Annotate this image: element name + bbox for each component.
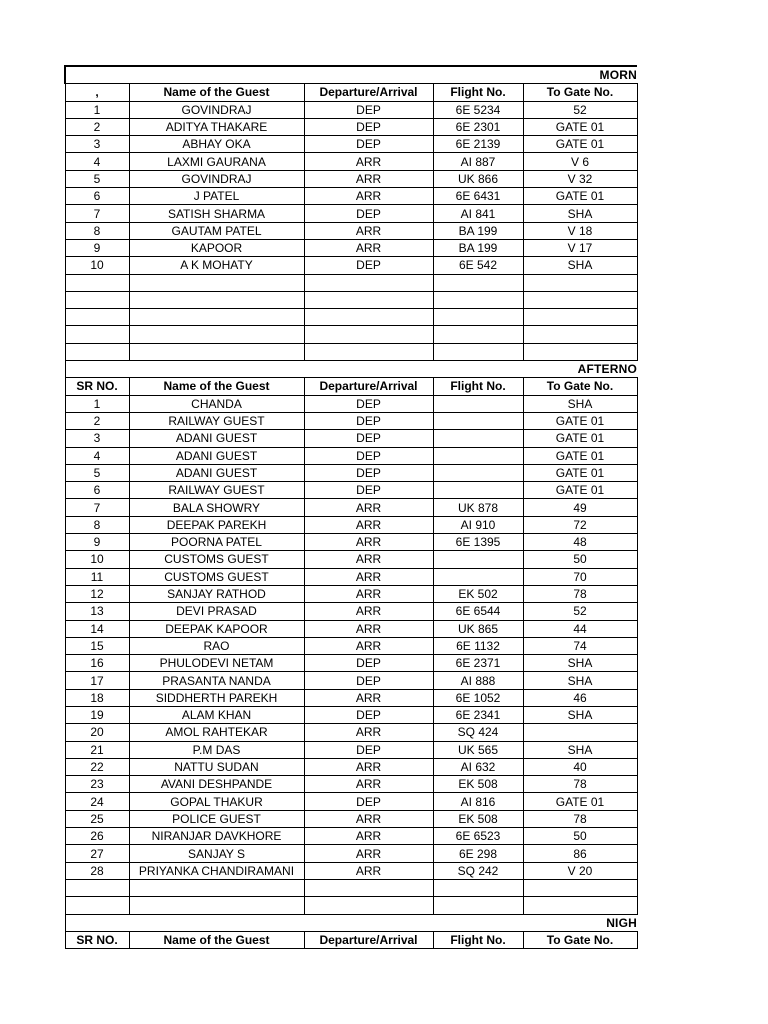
table-row <box>65 758 637 775</box>
flight-no-cell: 6E 2371 <box>433 655 523 672</box>
sr-no-cell: 1 <box>65 395 129 412</box>
gate-no-cell: GATE 01 <box>523 430 637 447</box>
empty-cell <box>65 326 129 343</box>
dep-arr-cell: ARR <box>304 568 433 585</box>
dep-arr-cell: ARR <box>304 153 433 170</box>
dep-arr-cell: ARR <box>304 828 433 845</box>
table-row <box>65 793 637 810</box>
section-title: MORN <box>65 66 637 84</box>
dep-arr-cell: DEP <box>304 118 433 135</box>
sr-no-cell: 3 <box>65 136 129 153</box>
empty-cell <box>129 291 304 308</box>
table-row <box>65 101 637 118</box>
guest-name-cell: ADANI GUEST <box>129 447 304 464</box>
sr-no-cell: 27 <box>65 845 129 862</box>
empty-cell <box>65 343 129 360</box>
flight-no-cell <box>433 482 523 499</box>
dep-arr-cell: DEP <box>304 793 433 810</box>
sr-no-cell: 7 <box>65 205 129 222</box>
table-row <box>65 724 637 741</box>
gate-no-cell: 40 <box>523 758 637 775</box>
flight-no-cell: EK 508 <box>433 810 523 827</box>
flight-no-cell: 6E 2301 <box>433 118 523 135</box>
dep-arr-cell: DEP <box>304 412 433 429</box>
empty-cell <box>129 897 304 914</box>
sr-no-cell: 23 <box>65 776 129 793</box>
table-row <box>65 257 637 274</box>
sr-no-cell: 10 <box>65 257 129 274</box>
guest-name-cell: CUSTOMS GUEST <box>129 551 304 568</box>
empty-cell <box>433 274 523 291</box>
guest-name-cell: NIRANJAR DAVKHORE <box>129 828 304 845</box>
table-row <box>65 188 637 205</box>
column-header: Name of the Guest <box>129 84 304 101</box>
guest-name-cell: CUSTOMS GUEST <box>129 568 304 585</box>
empty-row <box>65 291 637 308</box>
table-row <box>65 170 637 187</box>
flight-no-cell <box>433 412 523 429</box>
table-row <box>65 603 637 620</box>
sr-no-cell: 25 <box>65 810 129 827</box>
dep-arr-cell: ARR <box>304 845 433 862</box>
empty-row <box>65 879 637 896</box>
sr-no-cell: 28 <box>65 862 129 879</box>
dep-arr-cell: ARR <box>304 862 433 879</box>
guest-name-cell: ADITYA THAKARE <box>129 118 304 135</box>
empty-row <box>65 309 637 326</box>
gate-no-cell: 78 <box>523 776 637 793</box>
gate-no-cell: 78 <box>523 810 637 827</box>
dep-arr-cell: ARR <box>304 620 433 637</box>
guest-name-cell: POLICE GUEST <box>129 810 304 827</box>
column-header-row <box>65 931 637 948</box>
column-header: Flight No. <box>433 84 523 101</box>
gate-no-cell: V 20 <box>523 862 637 879</box>
flight-no-cell: AI 910 <box>433 516 523 533</box>
section-title: AFTERNO <box>65 361 637 378</box>
guest-name-cell: DEVI PRASAD <box>129 603 304 620</box>
dep-arr-cell: ARR <box>304 585 433 602</box>
guest-name-cell: J PATEL <box>129 188 304 205</box>
empty-cell <box>304 879 433 896</box>
table-row <box>65 706 637 723</box>
gate-no-cell: V 32 <box>523 170 637 187</box>
empty-cell <box>433 897 523 914</box>
gate-no-cell: 86 <box>523 845 637 862</box>
empty-cell <box>304 897 433 914</box>
sr-no-cell: 5 <box>65 170 129 187</box>
flight-no-cell: UK 865 <box>433 620 523 637</box>
sr-no-cell: 1 <box>65 101 129 118</box>
guest-name-cell: AVANI DESHPANDE <box>129 776 304 793</box>
gate-no-cell: 46 <box>523 689 637 706</box>
sr-no-cell: 11 <box>65 568 129 585</box>
sr-no-cell: 13 <box>65 603 129 620</box>
empty-cell <box>129 274 304 291</box>
flight-no-cell <box>433 551 523 568</box>
sr-no-cell: 2 <box>65 412 129 429</box>
flight-no-cell: BA 199 <box>433 222 523 239</box>
dep-arr-cell: DEP <box>304 101 433 118</box>
table-row <box>65 482 637 499</box>
dep-arr-cell: ARR <box>304 637 433 654</box>
table-row <box>65 585 637 602</box>
flight-no-cell <box>433 430 523 447</box>
dep-arr-cell: ARR <box>304 724 433 741</box>
sr-no-cell: 9 <box>65 534 129 551</box>
sr-no-cell: 17 <box>65 672 129 689</box>
table-row <box>65 534 637 551</box>
flight-no-cell: 6E 298 <box>433 845 523 862</box>
sr-no-cell: 20 <box>65 724 129 741</box>
gate-no-cell: GATE 01 <box>523 793 637 810</box>
gate-no-cell: 72 <box>523 516 637 533</box>
sr-no-cell: 8 <box>65 516 129 533</box>
table-row <box>65 776 637 793</box>
guest-name-cell: PRIYANKA CHANDIRAMANI <box>129 862 304 879</box>
table-row <box>65 136 637 153</box>
table-row <box>65 239 637 256</box>
column-header: SR NO. <box>65 931 129 948</box>
sr-no-cell: 18 <box>65 689 129 706</box>
dep-arr-cell: ARR <box>304 534 433 551</box>
empty-cell <box>65 879 129 896</box>
guest-name-cell: PRASANTA NANDA <box>129 672 304 689</box>
guest-name-cell: KAPOOR <box>129 239 304 256</box>
gate-no-cell: SHA <box>523 655 637 672</box>
gate-no-cell: 78 <box>523 585 637 602</box>
sr-no-cell: 14 <box>65 620 129 637</box>
guest-name-cell: LAXMI GAURANA <box>129 153 304 170</box>
guest-name-cell: ABHAY OKA <box>129 136 304 153</box>
table-row <box>65 810 637 827</box>
section-title: NIGH <box>65 914 637 931</box>
dep-arr-cell: DEP <box>304 205 433 222</box>
flight-no-cell: UK 878 <box>433 499 523 516</box>
table-row <box>65 620 637 637</box>
table-row <box>65 689 637 706</box>
flight-no-cell: UK 866 <box>433 170 523 187</box>
guest-name-cell: A K MOHATY <box>129 257 304 274</box>
dep-arr-cell: ARR <box>304 499 433 516</box>
guest-name-cell: ADANI GUEST <box>129 430 304 447</box>
gate-no-cell: 70 <box>523 568 637 585</box>
table-row <box>65 395 637 412</box>
sr-no-cell: 24 <box>65 793 129 810</box>
sr-no-cell: 9 <box>65 239 129 256</box>
column-header: To Gate No. <box>523 84 637 101</box>
column-header-row <box>65 84 637 101</box>
dep-arr-cell: DEP <box>304 672 433 689</box>
flight-no-cell <box>433 395 523 412</box>
sr-no-cell: 2 <box>65 118 129 135</box>
sr-no-cell: 8 <box>65 222 129 239</box>
table-row <box>65 828 637 845</box>
dep-arr-cell: ARR <box>304 222 433 239</box>
gate-no-cell: 44 <box>523 620 637 637</box>
section-banner-row <box>65 361 637 378</box>
empty-row <box>65 897 637 914</box>
flight-no-cell <box>433 464 523 481</box>
column-header: , <box>65 84 129 101</box>
guest-name-cell: CHANDA <box>129 395 304 412</box>
empty-cell <box>523 309 637 326</box>
dep-arr-cell: ARR <box>304 603 433 620</box>
table-row <box>65 637 637 654</box>
sr-no-cell: 5 <box>65 464 129 481</box>
table-row <box>65 862 637 879</box>
dep-arr-cell: ARR <box>304 758 433 775</box>
flight-no-cell: AI 816 <box>433 793 523 810</box>
guest-name-cell: ALAM KHAN <box>129 706 304 723</box>
dep-arr-cell: DEP <box>304 741 433 758</box>
gate-no-cell: GATE 01 <box>523 464 637 481</box>
table-row <box>65 845 637 862</box>
guest-name-cell: DEEPAK PAREKH <box>129 516 304 533</box>
empty-cell <box>65 897 129 914</box>
empty-cell <box>65 274 129 291</box>
dep-arr-cell: DEP <box>304 706 433 723</box>
table-row <box>65 464 637 481</box>
flight-no-cell: AI 887 <box>433 153 523 170</box>
guest-name-cell: ADANI GUEST <box>129 464 304 481</box>
guest-name-cell: GOPAL THAKUR <box>129 793 304 810</box>
gate-no-cell: 48 <box>523 534 637 551</box>
guest-name-cell: RAILWAY GUEST <box>129 482 304 499</box>
empty-cell <box>129 309 304 326</box>
table-row <box>65 568 637 585</box>
empty-cell <box>304 326 433 343</box>
table-row <box>65 672 637 689</box>
dep-arr-cell: DEP <box>304 447 433 464</box>
gate-no-cell: SHA <box>523 706 637 723</box>
flight-no-cell: 6E 2341 <box>433 706 523 723</box>
flight-no-cell: 6E 6544 <box>433 603 523 620</box>
gate-no-cell: GATE 01 <box>523 482 637 499</box>
column-header: Departure/Arrival <box>304 84 433 101</box>
gate-no-cell: V 17 <box>523 239 637 256</box>
guest-name-cell: AMOL RAHTEKAR <box>129 724 304 741</box>
dep-arr-cell: ARR <box>304 516 433 533</box>
gate-no-cell: V 6 <box>523 153 637 170</box>
table-row <box>65 655 637 672</box>
gate-no-cell: GATE 01 <box>523 188 637 205</box>
column-header: Name of the Guest <box>129 931 304 948</box>
column-header: To Gate No. <box>523 931 637 948</box>
guest-name-cell: GOVINDRAJ <box>129 170 304 187</box>
column-header: To Gate No. <box>523 378 637 395</box>
table-row <box>65 499 637 516</box>
guest-name-cell: GOVINDRAJ <box>129 101 304 118</box>
dep-arr-cell: DEP <box>304 136 433 153</box>
sr-no-cell: 6 <box>65 188 129 205</box>
table-row <box>65 430 637 447</box>
sr-no-cell: 4 <box>65 447 129 464</box>
flight-no-cell: UK 565 <box>433 741 523 758</box>
guest-name-cell: SIDDHERTH PAREKH <box>129 689 304 706</box>
empty-cell <box>433 343 523 360</box>
table-row <box>65 551 637 568</box>
flight-no-cell: EK 508 <box>433 776 523 793</box>
section-banner-row <box>65 914 637 931</box>
flight-no-cell: 6E 5234 <box>433 101 523 118</box>
gate-no-cell: 52 <box>523 603 637 620</box>
sr-no-cell: 19 <box>65 706 129 723</box>
empty-cell <box>304 343 433 360</box>
dep-arr-cell: DEP <box>304 395 433 412</box>
column-header: SR NO. <box>65 378 129 395</box>
empty-cell <box>433 309 523 326</box>
empty-cell <box>304 274 433 291</box>
sr-no-cell: 3 <box>65 430 129 447</box>
flight-no-cell: 6E 2139 <box>433 136 523 153</box>
empty-cell <box>523 343 637 360</box>
dep-arr-cell: ARR <box>304 776 433 793</box>
table-row <box>65 741 637 758</box>
gate-no-cell <box>523 724 637 741</box>
gate-no-cell: SHA <box>523 741 637 758</box>
guest-name-cell: P.M DAS <box>129 741 304 758</box>
guest-name-cell: DEEPAK KAPOOR <box>129 620 304 637</box>
column-header: Name of the Guest <box>129 378 304 395</box>
flight-no-cell <box>433 447 523 464</box>
flight-no-cell: AI 841 <box>433 205 523 222</box>
dep-arr-cell: ARR <box>304 170 433 187</box>
sr-no-cell: 15 <box>65 637 129 654</box>
sr-no-cell: 7 <box>65 499 129 516</box>
empty-cell <box>304 309 433 326</box>
guest-name-cell: SANJAY RATHOD <box>129 585 304 602</box>
dep-arr-cell: ARR <box>304 810 433 827</box>
table-row <box>65 222 637 239</box>
gate-no-cell: GATE 01 <box>523 118 637 135</box>
flight-no-cell: SQ 242 <box>433 862 523 879</box>
gate-no-cell: GATE 01 <box>523 447 637 464</box>
empty-cell <box>304 291 433 308</box>
guest-transfer-sheet <box>64 65 638 949</box>
sr-no-cell: 22 <box>65 758 129 775</box>
dep-arr-cell: DEP <box>304 482 433 499</box>
flight-no-cell: 6E 1052 <box>433 689 523 706</box>
flight-no-cell: 6E 6431 <box>433 188 523 205</box>
dep-arr-cell: ARR <box>304 689 433 706</box>
guest-name-cell: GAUTAM PATEL <box>129 222 304 239</box>
gate-no-cell: SHA <box>523 257 637 274</box>
guest-name-cell: NATTU SUDAN <box>129 758 304 775</box>
flight-no-cell: 6E 1132 <box>433 637 523 654</box>
sr-no-cell: 16 <box>65 655 129 672</box>
guest-name-cell: RAILWAY GUEST <box>129 412 304 429</box>
table-row <box>65 516 637 533</box>
sr-no-cell: 4 <box>65 153 129 170</box>
table-row <box>65 447 637 464</box>
flight-no-cell: SQ 424 <box>433 724 523 741</box>
gate-no-cell: SHA <box>523 395 637 412</box>
table-row <box>65 412 637 429</box>
guest-name-cell: BALA SHOWRY <box>129 499 304 516</box>
sr-no-cell: 21 <box>65 741 129 758</box>
section-banner-row <box>65 66 637 84</box>
sheet-body <box>65 66 637 949</box>
gate-no-cell: 74 <box>523 637 637 654</box>
column-header: Flight No. <box>433 378 523 395</box>
table-row <box>65 153 637 170</box>
gate-no-cell: 50 <box>523 551 637 568</box>
empty-cell <box>433 326 523 343</box>
flight-no-cell: 6E 542 <box>433 257 523 274</box>
empty-cell <box>523 291 637 308</box>
flight-no-cell: 6E 6523 <box>433 828 523 845</box>
dep-arr-cell: ARR <box>304 551 433 568</box>
empty-cell <box>433 291 523 308</box>
empty-cell <box>129 326 304 343</box>
guest-name-cell: POORNA PATEL <box>129 534 304 551</box>
sr-no-cell: 12 <box>65 585 129 602</box>
dep-arr-cell: DEP <box>304 655 433 672</box>
table-row <box>65 118 637 135</box>
empty-cell <box>523 879 637 896</box>
empty-cell <box>65 309 129 326</box>
gate-no-cell: 50 <box>523 828 637 845</box>
empty-cell <box>129 343 304 360</box>
gate-no-cell: 52 <box>523 101 637 118</box>
column-header: Departure/Arrival <box>304 931 433 948</box>
empty-cell <box>523 897 637 914</box>
gate-no-cell: V 18 <box>523 222 637 239</box>
gate-no-cell: 49 <box>523 499 637 516</box>
flight-no-cell: AI 632 <box>433 758 523 775</box>
empty-row <box>65 326 637 343</box>
sr-no-cell: 10 <box>65 551 129 568</box>
sr-no-cell: 6 <box>65 482 129 499</box>
empty-cell <box>65 291 129 308</box>
gate-no-cell: GATE 01 <box>523 136 637 153</box>
empty-cell <box>523 326 637 343</box>
dep-arr-cell: DEP <box>304 430 433 447</box>
flight-no-cell: BA 199 <box>433 239 523 256</box>
empty-row <box>65 343 637 360</box>
dep-arr-cell: ARR <box>304 188 433 205</box>
guest-name-cell: SANJAY S <box>129 845 304 862</box>
empty-cell <box>433 879 523 896</box>
guest-name-cell: SATISH SHARMA <box>129 205 304 222</box>
table-row <box>65 205 637 222</box>
column-header: Departure/Arrival <box>304 378 433 395</box>
empty-cell <box>523 274 637 291</box>
dep-arr-cell: DEP <box>304 464 433 481</box>
dep-arr-cell: ARR <box>304 239 433 256</box>
guest-name-cell: RAO <box>129 637 304 654</box>
empty-cell <box>129 879 304 896</box>
flight-no-cell: 6E 1395 <box>433 534 523 551</box>
sr-no-cell: 26 <box>65 828 129 845</box>
flight-no-cell: AI 888 <box>433 672 523 689</box>
gate-no-cell: GATE 01 <box>523 412 637 429</box>
guest-name-cell: PHULODEVI NETAM <box>129 655 304 672</box>
column-header: Flight No. <box>433 931 523 948</box>
empty-row <box>65 274 637 291</box>
flight-no-cell: EK 502 <box>433 585 523 602</box>
column-header-row <box>65 378 637 395</box>
flight-no-cell <box>433 568 523 585</box>
dep-arr-cell: DEP <box>304 257 433 274</box>
gate-no-cell: SHA <box>523 672 637 689</box>
gate-no-cell: SHA <box>523 205 637 222</box>
